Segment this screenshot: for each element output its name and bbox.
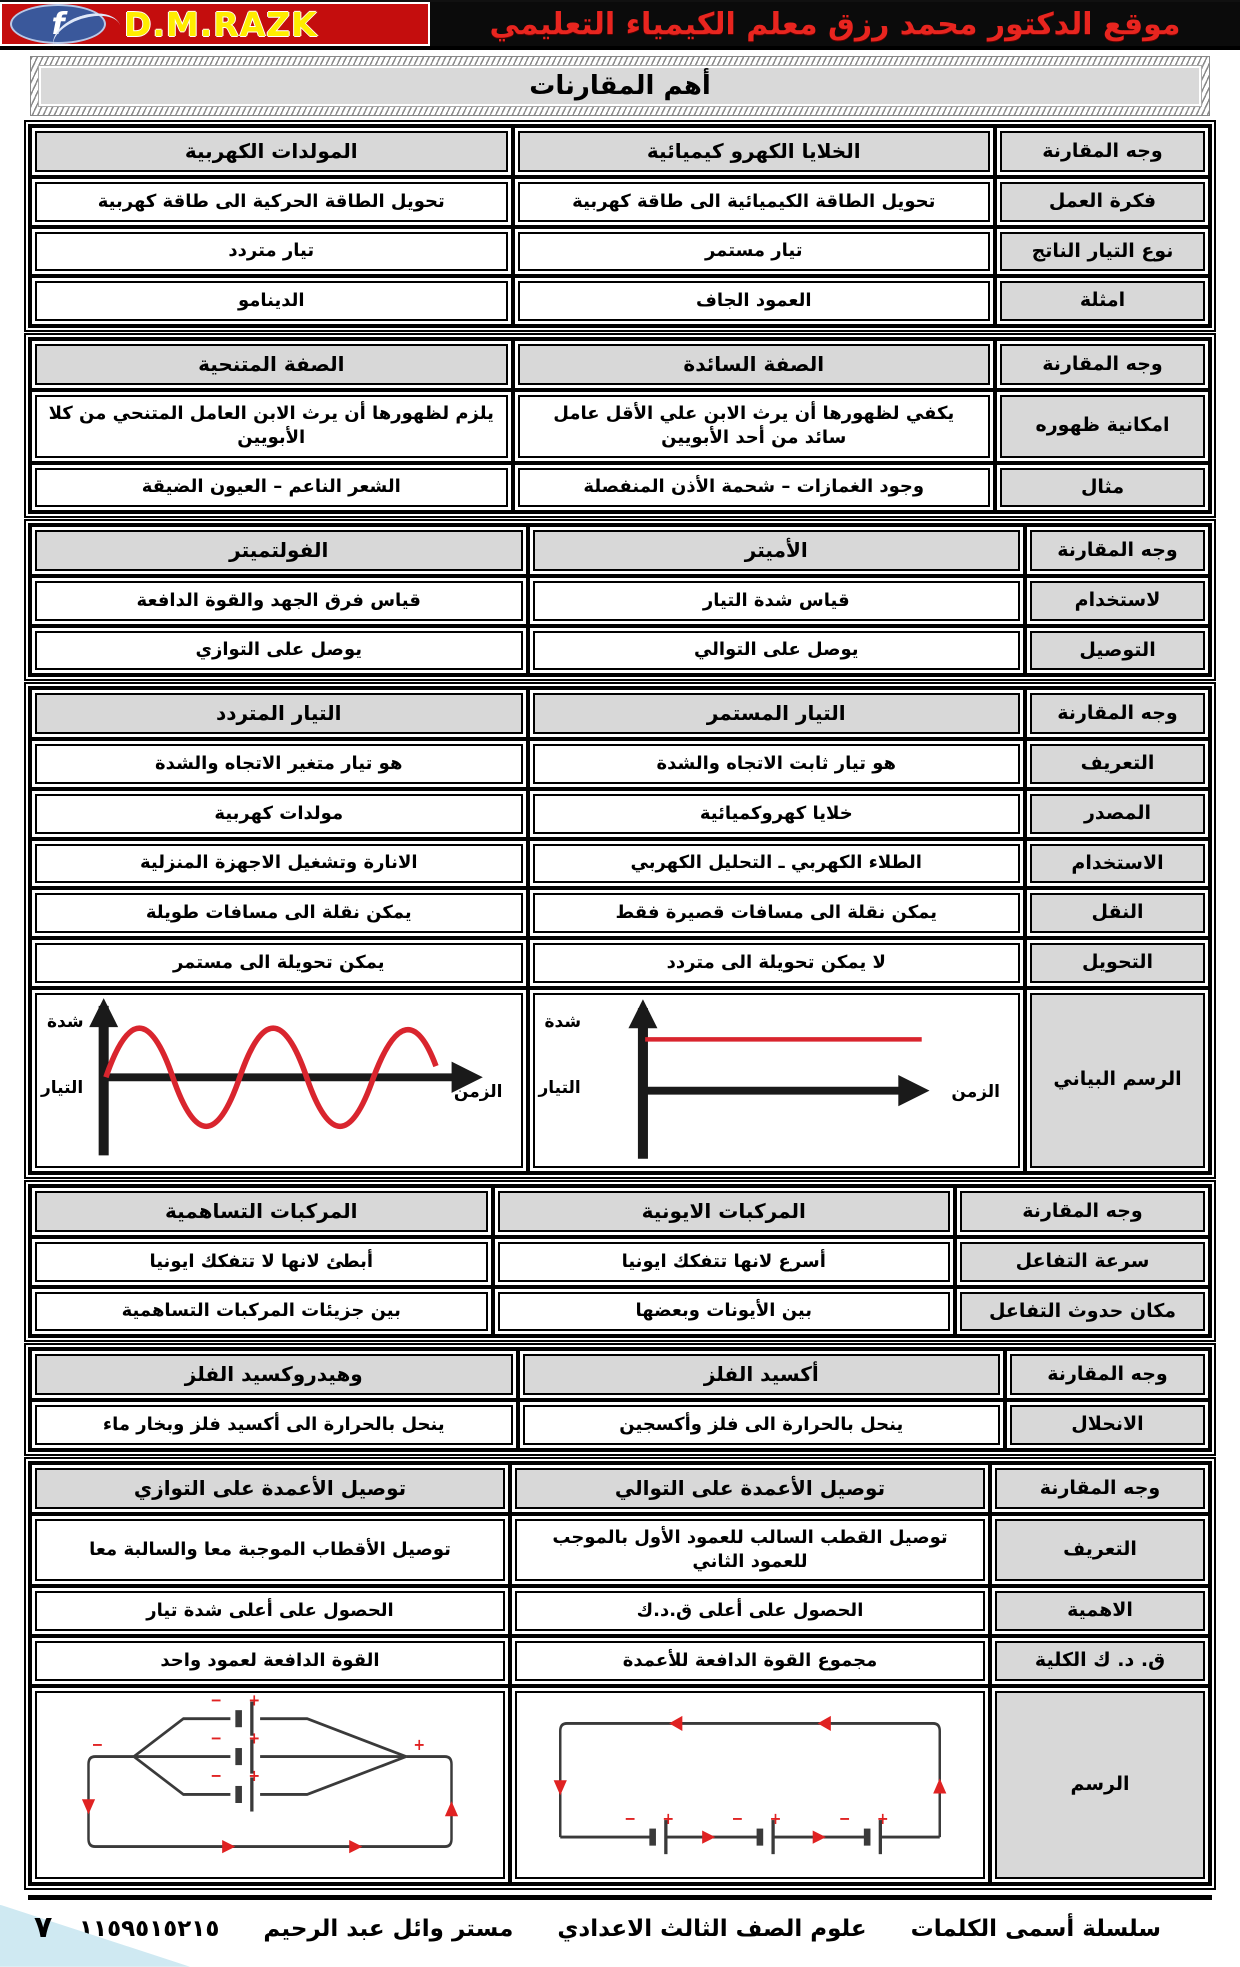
cell-text: أبطئ لانها لا تتفكك ايونيا [149,1250,374,1272]
value-cell [518,468,991,508]
cell-text: التحويل [1081,951,1154,973]
cell-text: الرسم البياني [1053,1068,1182,1091]
cell-text: الانحلال [1071,1413,1144,1436]
comparison-table-7 [28,1461,1212,1886]
value-cell [533,631,1021,671]
cell-text: لاستخدام [1074,589,1161,612]
footer-series: سلسلة أسمى الكلمات [910,1916,1162,1943]
row-label-cell [995,1691,1205,1879]
logo-area [0,2,430,46]
y-axis-label: شدة [544,1011,582,1032]
table-header-row [35,1468,1205,1509]
table-row [35,1519,1205,1582]
svg-text:+: + [248,1765,261,1786]
row-label-cell [960,1292,1205,1332]
row-label-cell [1000,468,1205,508]
svg-text:−: − [210,1728,223,1748]
cell-text: وجه المقارنة [1057,538,1178,561]
cell-text: الدينامو [237,289,305,311]
table-header-row [35,693,1205,734]
value-cell [35,1641,505,1681]
cell-text: أسرع لانها تتفكك ايونيا [621,1250,826,1272]
site-logo-text: D.M.RAZK [124,4,318,44]
row-label-cell [995,1519,1205,1582]
row-label-cell [1000,395,1205,458]
row-label-cell [1030,844,1205,884]
comparison-table-4 [28,686,1212,1174]
value-cell [35,182,508,222]
value-cell [515,1641,985,1681]
cell-text: المصدر [1083,802,1152,825]
cell-text: النقل [1091,901,1144,924]
table-row [35,993,1205,1168]
value-cell [35,1405,513,1445]
page-number: ٧ [34,1909,53,1945]
value-cell [35,468,508,508]
column-header-cell [518,131,991,172]
svg-text:+: + [662,1808,675,1828]
cell-text: نوع التيار الناتج [1031,239,1174,262]
cell-text: الخلايا الكهرو كيميائية [646,139,861,163]
cell-text: الحصول على أعلى شدة تيار [146,1600,394,1622]
cell-text: وجه المقارنة [1042,352,1163,375]
cell-text: المركبات التساهمية [164,1198,358,1223]
cell-text: التيار المتردد [215,701,342,726]
table-row [35,281,1205,321]
table-header-row [35,131,1205,172]
aspect-header-cell [1000,131,1205,172]
cell-text: الطلاء الكهربي ـ التحليل الكهربي [630,852,922,874]
value-cell [35,744,523,784]
cell-text: توصيل الأعمدة على التوالي [614,1475,886,1500]
cell-text: يوصل على التوالي [693,639,859,661]
footer-phone: ١١٥٩٥١٥٢١٥ [79,1916,220,1943]
cell-text: المركبات الايونية [641,1198,806,1223]
table-header-row [35,1354,1205,1395]
cell-text: الصفة المتنحية [198,351,345,376]
row-label-cell [1030,993,1205,1168]
row-label-cell [995,1641,1205,1681]
aspect-header-cell [1000,344,1205,385]
cell-text: قياس فرق الجهد والقوة الدافعة [136,589,421,611]
comparison-table-5 [28,1184,1212,1338]
aspect-header-cell [1010,1354,1205,1395]
row-label-cell [1030,631,1205,671]
svg-text:+: + [248,1690,261,1710]
cell-text: توصيل الأقطاب الموجبة معا والسالبة معا [89,1538,451,1560]
table-row [35,844,1205,884]
row-label-cell [1000,232,1205,272]
circuit-cell [35,1691,505,1879]
svg-text:−: − [731,1808,744,1828]
y-axis-label: شدة [47,1011,84,1032]
value-cell [35,844,523,884]
cell-text: الانارة وتشغيل الاجهزة المنزلية [139,852,418,874]
svg-text:−: − [624,1808,637,1828]
value-cell [35,794,523,834]
cell-text: الصفة السائدة [683,351,825,376]
cell-text: فكرة العمل [1048,190,1157,212]
column-header-cell [523,1354,1001,1395]
cell-text: الشعر الناعم – العيون الضيقة [141,476,401,498]
facebook-letter: f [51,6,65,42]
value-cell [498,1242,951,1282]
value-cell [533,893,1021,933]
column-header-cell [35,1468,505,1509]
comparison-table-3 [28,523,1212,677]
column-header-cell [533,693,1021,734]
table-row [35,1405,1205,1445]
table-header-row [35,344,1205,385]
column-header-cell [35,1191,488,1232]
x-axis-label: الزمن [453,1081,503,1102]
cell-text: وجود الغمازات – شحمة الأذن المنفصلة [583,476,925,498]
svg-text:+: + [413,1734,426,1754]
svg-text:+: + [248,1728,261,1748]
cell-text: خلايا كهروكميائية [699,802,853,824]
table-row [35,581,1205,621]
table-row [35,232,1205,272]
cell-text: أكسيد الفلز [703,1362,819,1387]
aspect-header-cell [1030,693,1205,734]
row-label-cell [1010,1405,1205,1445]
value-cell [35,232,508,272]
value-cell [35,1591,505,1631]
cell-text: مكان حدوث التفاعل [988,1299,1177,1322]
ac-current-graph [39,997,519,1164]
aspect-header-cell [1030,530,1205,571]
cell-text: قياس شدة التيار [702,589,850,611]
circuit-cell [515,1691,985,1879]
value-cell [533,844,1021,884]
cell-text: تيار متردد [228,240,315,262]
row-label-cell [1030,943,1205,983]
value-cell [523,1405,1001,1445]
cell-text: امكانية ظهوره [1035,414,1170,437]
row-label-cell [1030,893,1205,933]
cell-text: يوصل على التوازي [195,639,362,661]
cell-text: تيار مستمر [704,240,803,262]
row-label-cell [1030,744,1205,784]
row-label-cell [1000,182,1205,222]
site-title: موقع الدكتور محمد رزق معلم الكيمياء التعليمي [489,6,1181,42]
column-header-cell [515,1468,985,1509]
value-cell [35,893,523,933]
svg-text:−: − [91,1734,104,1754]
cell-text: وهيدروكسيد الفلز [184,1362,363,1387]
row-label-cell [1030,794,1205,834]
cell-text: وجه المقارنة [1039,1476,1161,1499]
cell-text: التعريف [1063,1538,1137,1561]
value-cell [518,232,991,272]
cell-text: مجموع القوة الدافعة للأعمدة [622,1649,878,1671]
cell-text: يلزم لظهورها أن يرث الابن العامل المتنحي من كلا الأبويين [48,402,494,449]
svg-text:−: − [210,1690,223,1710]
y-axis-label: التيار [41,1077,84,1098]
page-title-frame [30,56,1210,116]
cell-text: يكفي لظهورها أن يرث الابن علي الأقل عامل سائد من أحد الأبويين [553,402,955,449]
comparison-table-2 [28,337,1212,514]
table-row [35,1242,1205,1282]
cell-text: وجه المقارنة [1042,139,1163,162]
cell-text: سرعة التفاعل [1015,1249,1150,1272]
value-cell [533,943,1021,983]
page-footer [28,1895,1212,1959]
svg-text:+: + [876,1808,889,1828]
row-label-cell [995,1591,1205,1631]
cell-text: الاهمية [1067,1599,1133,1622]
cell-text: يمكن نقلة الى مسافات طويلة [145,902,412,924]
column-header-cell [35,131,508,172]
cell-text: وجه المقارنة [1047,1362,1168,1385]
table-row [35,744,1205,784]
table-row [35,395,1205,458]
footer-subject: علوم الصف الثالث الاعدادي [557,1916,867,1943]
table-row [35,893,1205,933]
row-label-cell [1000,281,1205,321]
value-cell [515,1591,985,1631]
table-row [35,1292,1205,1332]
cell-text: هو تيار ثابت الاتجاه والشدة [656,753,897,775]
comparison-tables [28,124,1212,1886]
graph-cell [533,993,1021,1168]
column-header-cell [498,1191,951,1232]
value-cell [35,395,508,458]
column-header-cell [533,530,1021,571]
cell-text: يمكن تحويلة الى مستمر [172,951,385,973]
table-row [35,794,1205,834]
cell-text: يمكن نقلة الى مسافات قصيرة فقط [615,902,938,924]
site-banner [0,0,1240,50]
value-cell [35,1242,488,1282]
cell-text: هو تيار متغير الاتجاه والشدة [155,753,403,775]
table-row [35,182,1205,222]
table-row [35,1591,1205,1631]
cell-text: وجه المقارنة [1022,1199,1143,1222]
column-header-cell [35,344,508,385]
cell-text: الفولتميتر [229,538,329,563]
cell-text: الأميتر [744,538,808,563]
value-cell [35,1292,488,1332]
svg-text:−: − [838,1808,851,1828]
table-row [35,943,1205,983]
value-cell [35,1519,505,1582]
cell-text: المولدات الكهربية [184,139,358,163]
value-cell [35,281,508,321]
value-cell [533,794,1021,834]
value-cell [533,581,1021,621]
cell-text: ينحل بالحرارة الى فلز وأكسجين [619,1413,904,1435]
table-row [35,468,1205,508]
page-title-bar [39,66,1201,106]
value-cell [518,395,991,458]
value-cell [35,581,523,621]
svg-text:−: − [210,1765,223,1786]
cell-text: التوصيل [1079,638,1156,661]
cell-text: مولدات كهربية [214,802,344,824]
row-label-cell [960,1242,1205,1282]
cell-text: امثلة [1079,289,1126,312]
cell-text: تحويل الطاقة الكيميائية الى طاقة كهربية [572,190,936,212]
cell-text: الحصول على أعلى ق.د.ك [636,1600,864,1622]
graph-cell [35,993,523,1168]
column-header-cell [35,693,523,734]
table-row [35,631,1205,671]
cell-text: التيار المستمر [706,701,846,726]
cell-text: العمود الجاف [696,289,812,311]
column-header-cell [35,530,523,571]
y-axis-label: التيار [538,1077,581,1098]
cell-text: بين جزيئات المركبات التساهمية [121,1300,401,1322]
cell-text: ينحل بالحرارة الى أكسيد فلز وبخار ماء [102,1413,445,1435]
value-cell [518,281,991,321]
cell-text: توصيل القطب السالب للعمود الأول بالموجب للعمود الثاني [552,1526,948,1573]
comparison-table-6 [28,1347,1212,1452]
x-axis-label: الزمن [951,1081,1000,1102]
cell-text: بين الأيونات وبعضها [635,1300,813,1322]
svg-text:+: + [769,1808,782,1828]
cell-text: ق. د. ك الكلية [1034,1649,1166,1672]
facebook-icon [10,4,106,44]
series-circuit-diagram [519,1695,981,1875]
cell-text: تحويل الطاقة الحركية الى طاقة كهربية [97,190,445,212]
dc-current-graph [537,997,1017,1164]
cell-text: الرسم [1070,1772,1130,1795]
cell-text: توصيل الأعمدة على التوازي [133,1475,407,1500]
comparison-table-1 [28,124,1212,328]
table-row [35,1641,1205,1681]
page-title: أهم المقارنات [529,71,711,101]
value-cell [515,1519,985,1582]
row-label-cell [1030,581,1205,621]
value-cell [498,1292,951,1332]
table-header-row [35,530,1205,571]
table-header-row [35,1191,1205,1232]
parallel-circuit-diagram [39,1690,501,1875]
aspect-header-cell [995,1468,1205,1509]
table-row [35,1691,1205,1879]
cell-text: وجه المقارنة [1057,702,1178,725]
cell-text: القوة الدافعة لعمود واحد [160,1649,380,1671]
value-cell [35,943,523,983]
value-cell [518,182,991,222]
value-cell [533,744,1021,784]
footer-teacher: مستر وائل عبد الرحيم [263,1916,514,1943]
cell-text: لا يمكن تحويلة الى متردد [666,951,886,973]
cell-text: الاستخدام [1071,851,1164,874]
cell-text: التعريف [1080,752,1155,775]
column-header-cell [518,344,991,385]
column-header-cell [35,1354,513,1395]
aspect-header-cell [960,1191,1205,1232]
cell-text: مثال [1080,475,1125,498]
value-cell [35,631,523,671]
